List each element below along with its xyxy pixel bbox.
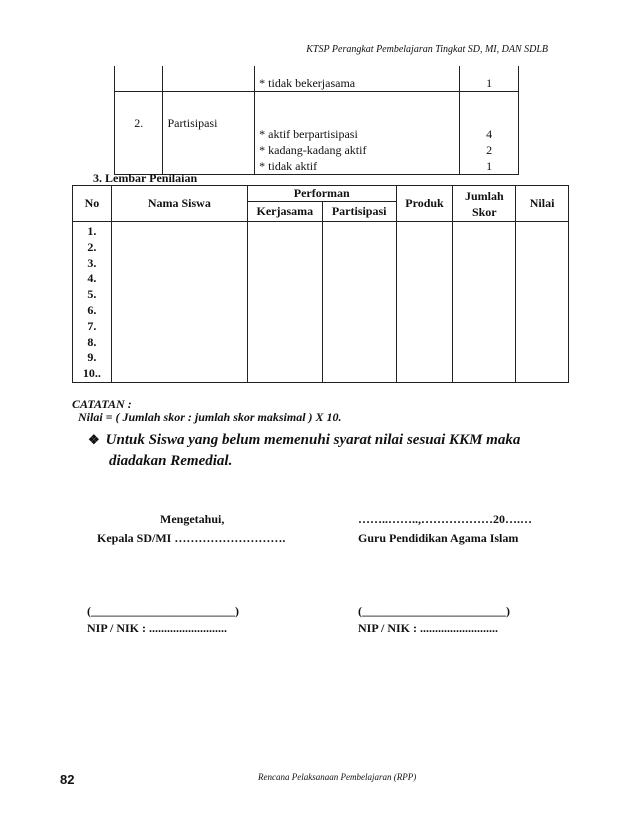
participation-cell — [322, 222, 396, 383]
notes-title: CATATAN : — [72, 397, 132, 411]
cooperation-cell — [247, 222, 322, 383]
list-item: 5. — [87, 287, 97, 302]
col-product: Produk — [396, 186, 453, 222]
score-value: 4 — [486, 127, 493, 141]
number-list — [73, 222, 112, 383]
col-total — [453, 186, 516, 222]
row-number: 2. — [115, 92, 163, 175]
signature-left-name: (________________________) — [87, 604, 239, 618]
criteria-cell: * tidak bekerjasama — [255, 66, 460, 92]
total-cell — [453, 222, 516, 383]
criteria-table — [114, 66, 519, 175]
list-item: 8. — [87, 334, 97, 349]
col-total-line1: Jumlah — [464, 188, 504, 203]
list-item: 10.. — [82, 366, 101, 381]
list-item: 7. — [87, 318, 97, 333]
criteria-cell — [255, 92, 460, 175]
signature-right-id: NIP / NIK : .......................... — [358, 621, 499, 635]
score-cell — [516, 222, 569, 383]
assessment-table — [72, 185, 569, 383]
table-row — [73, 222, 569, 383]
diamond-bullet-icon: ❖ — [88, 432, 100, 447]
remedial-note: ❖ Untuk Siswa yang belum memenuhi syarat nilai sesuai KKM maka diadakan Remedial. — [88, 432, 521, 469]
score-value: 1 — [486, 159, 493, 173]
signature-right-date: ……..……..,………………20….… — [358, 512, 532, 526]
score-cell: 1 — [460, 66, 519, 92]
signature-left-id: NIP / NIK : .......................... — [87, 621, 228, 635]
section-title: 3. Lembar Penilaian — [93, 171, 198, 185]
score-value: 2 — [486, 143, 493, 157]
product-cell — [396, 222, 453, 383]
page-number: 82 — [60, 772, 75, 787]
criteria-item: * kadang-kadang aktif — [259, 143, 367, 157]
col-participation: Partisipasi — [322, 202, 396, 222]
signature-left-role: Kepala SD/MI ………………………. — [97, 531, 286, 545]
name-cell — [111, 222, 247, 383]
table-row — [115, 92, 519, 175]
running-header: KTSP Perangkat Pembelajaran Tingkat SD, MI, DAN SDLB — [306, 44, 548, 55]
table-row — [115, 66, 519, 92]
list-item: 4. — [87, 271, 97, 286]
header-row — [73, 186, 569, 202]
criteria-item: * aktif berpartisipasi — [259, 127, 358, 141]
col-performance: Performan — [247, 186, 396, 202]
list-item: 9. — [87, 350, 97, 365]
signature-right-name: (________________________) — [358, 604, 510, 618]
signature-left-title: Mengetahui, — [160, 512, 225, 526]
list-item: 1. — [87, 224, 97, 238]
col-name: Nama Siswa — [111, 186, 247, 222]
col-no: No — [73, 186, 112, 222]
col-score: Nilai — [516, 186, 569, 222]
list-item: 2. — [87, 239, 97, 254]
list-item: 3. — [87, 255, 97, 270]
notes-formula: Nilai = ( Jumlah skor : jumlah skor maksimal ) X 10. — [78, 410, 342, 424]
criteria-item: * tidak aktif — [259, 159, 318, 173]
signature-right-role: Guru Pendidikan Agama Islam — [358, 531, 519, 545]
running-footer: Rencana Pelaksanaan Pembelajaran (RPP) — [258, 772, 417, 782]
score-cell — [460, 92, 519, 175]
aspect-cell: Partisipasi — [163, 92, 255, 175]
col-cooperation: Kerjasama — [247, 202, 322, 222]
list-item: 6. — [87, 302, 97, 317]
col-total-line2: Skor — [471, 204, 497, 219]
